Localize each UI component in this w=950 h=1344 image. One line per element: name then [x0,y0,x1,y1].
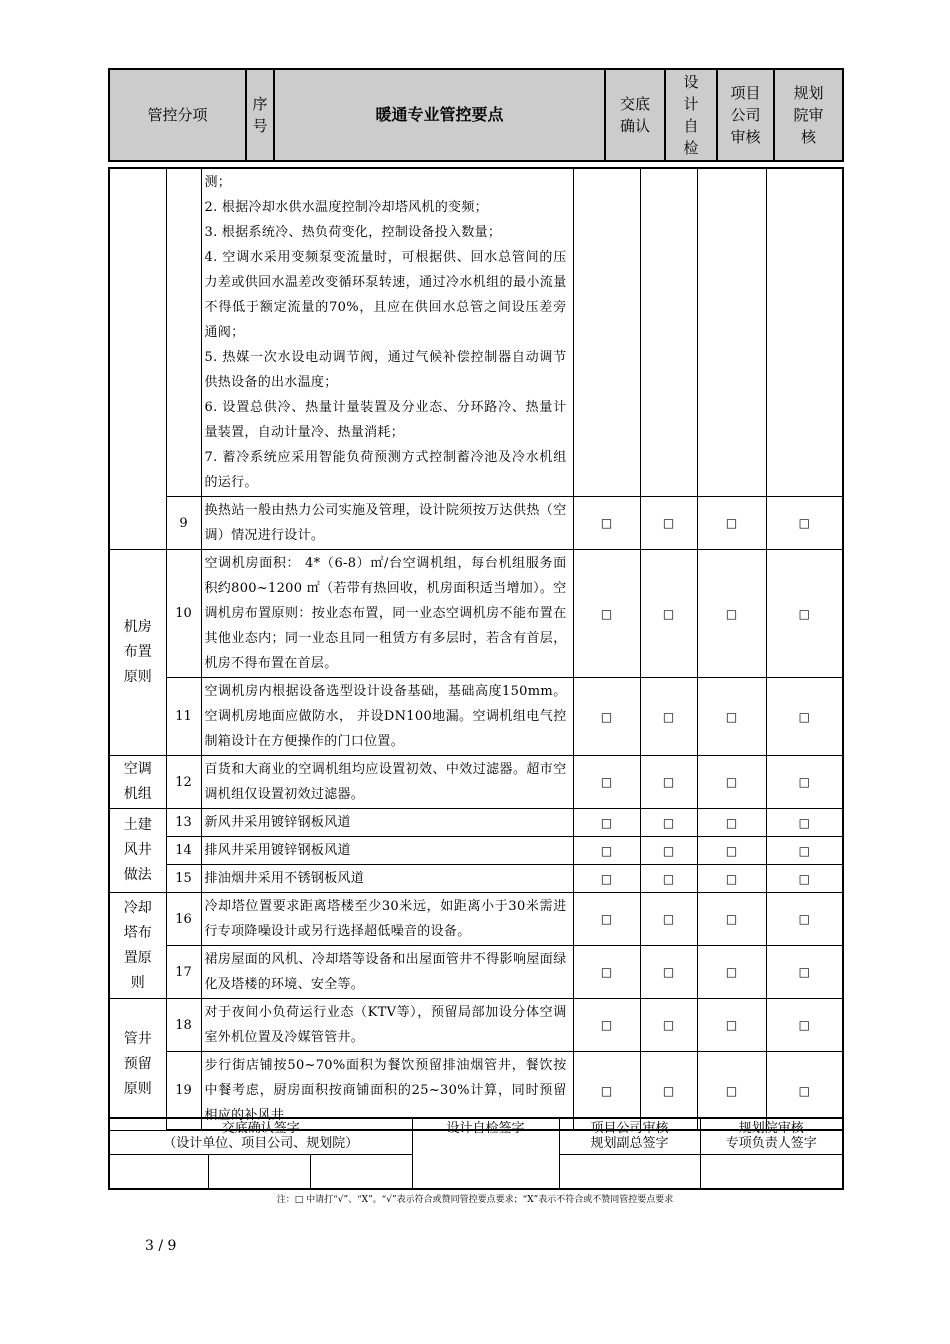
self-check-checkbox[interactable]: □ [640,497,697,550]
handover-checkbox[interactable]: □ [573,756,640,809]
institute-review-checkbox[interactable]: □ [766,1052,843,1131]
signature-field-institute[interactable] [310,1154,412,1189]
institute-review-checkbox[interactable]: □ [766,893,843,946]
self-check-checkbox[interactable]: □ [640,946,697,999]
table-row [109,550,843,678]
control-points-table [108,167,844,1131]
seq-cell: 13 [166,809,201,837]
company-review-checkbox[interactable]: □ [697,999,766,1052]
institute-review-checkbox[interactable]: □ [766,497,843,550]
institute-review-checkbox[interactable]: □ [766,999,843,1052]
company-signature-label: 项目公司审核 规划副总签字 [559,1118,700,1154]
table-row [109,865,843,893]
handover-checkbox[interactable]: □ [573,678,640,756]
item-text: 冷却塔位置要求距离塔楼至少30米远，如距离小于30米需进行专项降噪设计或另行选择超低噪音的设备。 [201,893,573,946]
header-company-review: 项目 公司 审核 [717,69,774,161]
item-text: 裙房屋面的风机、冷却塔等设备和出屋面管井不得影响屋面绿化及塔楼的环境、安全等。 [201,946,573,999]
table-row [109,756,843,809]
category-pipe-shaft: 管井 预留 原则 [109,999,166,1131]
table-row [109,678,843,756]
seq-cell: 17 [166,946,201,999]
seq-cell: 11 [166,678,201,756]
institute-review-checkbox[interactable]: □ [766,550,843,678]
institute-review-checkbox[interactable]: □ [766,837,843,865]
category-shaft: 土建 风井 做法 [109,809,166,893]
item-text: 空调机房内根据设备选型设计设备基础，基础高度150mm。空调机房地面应做防水， 并设DN100地漏。空调机组电气控制箱设计在方便操作的门口位置。 [201,678,573,756]
item-text: 排风井采用镀锌钢板风道 [201,837,573,865]
category-ahu: 空调 机组 [109,756,166,809]
table-row [109,893,843,946]
header-title: 暖通专业管控要点 [274,69,605,161]
table-row [109,497,843,550]
category-machine-room: 机房 布置 原则 [109,550,166,756]
seq-cell: 18 [166,999,201,1052]
signature-table [108,1117,844,1190]
table-row [109,837,843,865]
table-row [109,168,843,497]
institute-review-checkbox[interactable]: □ [766,946,843,999]
seq-cell: 14 [166,837,201,865]
seq-cell: 9 [166,497,201,550]
item-text: 步行街店铺按50~70%面积为餐饮预留排油烟管井，餐饮按中餐考虑，厨房面积按商铺面积的25~30%计算，同时预留相应的补风井 [201,1052,573,1131]
seq-cell: 10 [166,550,201,678]
category-cell [109,168,166,550]
self-check-checkbox[interactable]: □ [640,809,697,837]
signature-field-design[interactable] [109,1154,208,1189]
self-check-checkbox[interactable]: □ [640,756,697,809]
self-check-checkbox[interactable]: □ [640,893,697,946]
header-handover: 交底 确认 [605,69,665,161]
page-number: 3 / 9 [145,1238,177,1254]
item-text: 换热站一般由热力公司实施及管理，设计院须按万达供热（空调）情况进行设计。 [201,497,573,550]
institute-review-checkbox[interactable]: □ [766,756,843,809]
table-row [109,946,843,999]
signature-field-vp[interactable] [559,1154,700,1189]
self-check-checkbox[interactable]: □ [640,999,697,1052]
header-self-check: 设 计 自 检 [665,69,717,161]
institute-review-checkbox[interactable]: □ [766,865,843,893]
handover-checkbox[interactable]: □ [573,865,640,893]
company-review-checkbox[interactable]: □ [697,497,766,550]
handover-checkbox[interactable]: □ [573,893,640,946]
company-review-checkbox[interactable]: □ [697,946,766,999]
company-review-checkbox[interactable]: □ [697,1052,766,1131]
table-row [109,809,843,837]
company-review-checkbox[interactable]: □ [697,837,766,865]
self-check-checkbox[interactable]: □ [640,837,697,865]
handover-checkbox[interactable]: □ [573,837,640,865]
item-text: 对于夜间小负荷运行业态（KTV等），预留局部加设分体空调室外机位置及冷媒管管井。 [201,999,573,1052]
company-review-checkbox[interactable]: □ [697,893,766,946]
item-text: 百货和大商业的空调机组均应设置初效、中效过滤器。超市空调机组仅设置初效过滤器。 [201,756,573,809]
company-review-checkbox[interactable]: □ [697,550,766,678]
header-institute-review: 规划 院审 核 [774,69,843,161]
self-check-checkbox[interactable]: □ [640,865,697,893]
self-check-signature-label: 设计自检签字 [412,1118,559,1189]
footnote: 注：□ 中请打“√”、“X”。“√”表示符合或赞同管控要点要求；“X”表示不符合或不赞同管控要点要求 [276,1195,674,1205]
item-text: 新风井采用镀锌钢板风道 [201,809,573,837]
item-text: 空调机房面积： 4*（6-8）㎡/台空调机组，每台机组服务面积约800~1200 ㎡（若带有热回收，机房面积适当增加）。空调机房布置原则：按业态布置，同一业态空调机房不能布置在其他业态内；同一业态且同一租赁方有多层时，若含有首层，机房不得布置在首层。 [201,550,573,678]
seq-cell: 19 [166,1052,201,1131]
institute-review-checkbox[interactable]: □ [766,809,843,837]
seq-cell: 15 [166,865,201,893]
table-row [109,999,843,1052]
signature-field-company[interactable] [208,1154,310,1189]
category-cooling-tower: 冷却 塔布 置原 则 [109,893,166,999]
handover-checkbox[interactable]: □ [573,1052,640,1131]
seq-cell: 16 [166,893,201,946]
company-review-checkbox[interactable]: □ [697,809,766,837]
handover-signature-label: 交底确认签字 （设计单位、项目公司、规划院） [109,1118,412,1154]
header-category: 管控分项 [109,69,246,161]
handover-checkbox[interactable]: □ [573,497,640,550]
handover-checkbox[interactable]: □ [573,550,640,678]
self-check-checkbox[interactable]: □ [640,550,697,678]
item-text: 排油烟井采用不锈钢板风道 [201,865,573,893]
self-check-checkbox[interactable]: □ [640,1052,697,1131]
header-seq: 序 号 [246,69,274,161]
seq-cell: 12 [166,756,201,809]
header-table [108,68,844,162]
handover-checkbox[interactable]: □ [573,946,640,999]
self-check-checkbox[interactable]: □ [640,678,697,756]
seq-cell [166,168,201,497]
item-text: 测； 2. 根据冷却水供水温度控制冷却塔风机的变频； 3. 根据系统冷、热负荷变化，控制设备投入数量； 4. 空调水采用变频泵变流量时，可根据供、回水总管间的压力差或供回水温差改变循环泵转速，通过冷水机组的最小流量不得低于额定流量的70%，且应在供回水总管之间设压差旁通阀； 5. 热媒一次水设电动调节阀，通过气候补偿控制器自动调节供热设备的出水温度； 6. 设置总供冷、热量计量装置及分业态、分环路冷、热量计量装置，自动计量冷、热量消耗； 7. 蓄冷系统应采用智能负荷预测方式控制蓄冷池及冷水机组的运行。 [201,168,573,497]
handover-checkbox[interactable]: □ [573,999,640,1052]
company-review-checkbox[interactable]: □ [697,756,766,809]
company-review-checkbox[interactable]: □ [697,865,766,893]
company-review-checkbox[interactable]: □ [697,678,766,756]
handover-checkbox[interactable]: □ [573,809,640,837]
institute-review-checkbox[interactable]: □ [766,678,843,756]
institute-signature-label: 规划院审核 专项负责人签字 [700,1118,843,1154]
signature-field-lead[interactable] [700,1154,843,1189]
